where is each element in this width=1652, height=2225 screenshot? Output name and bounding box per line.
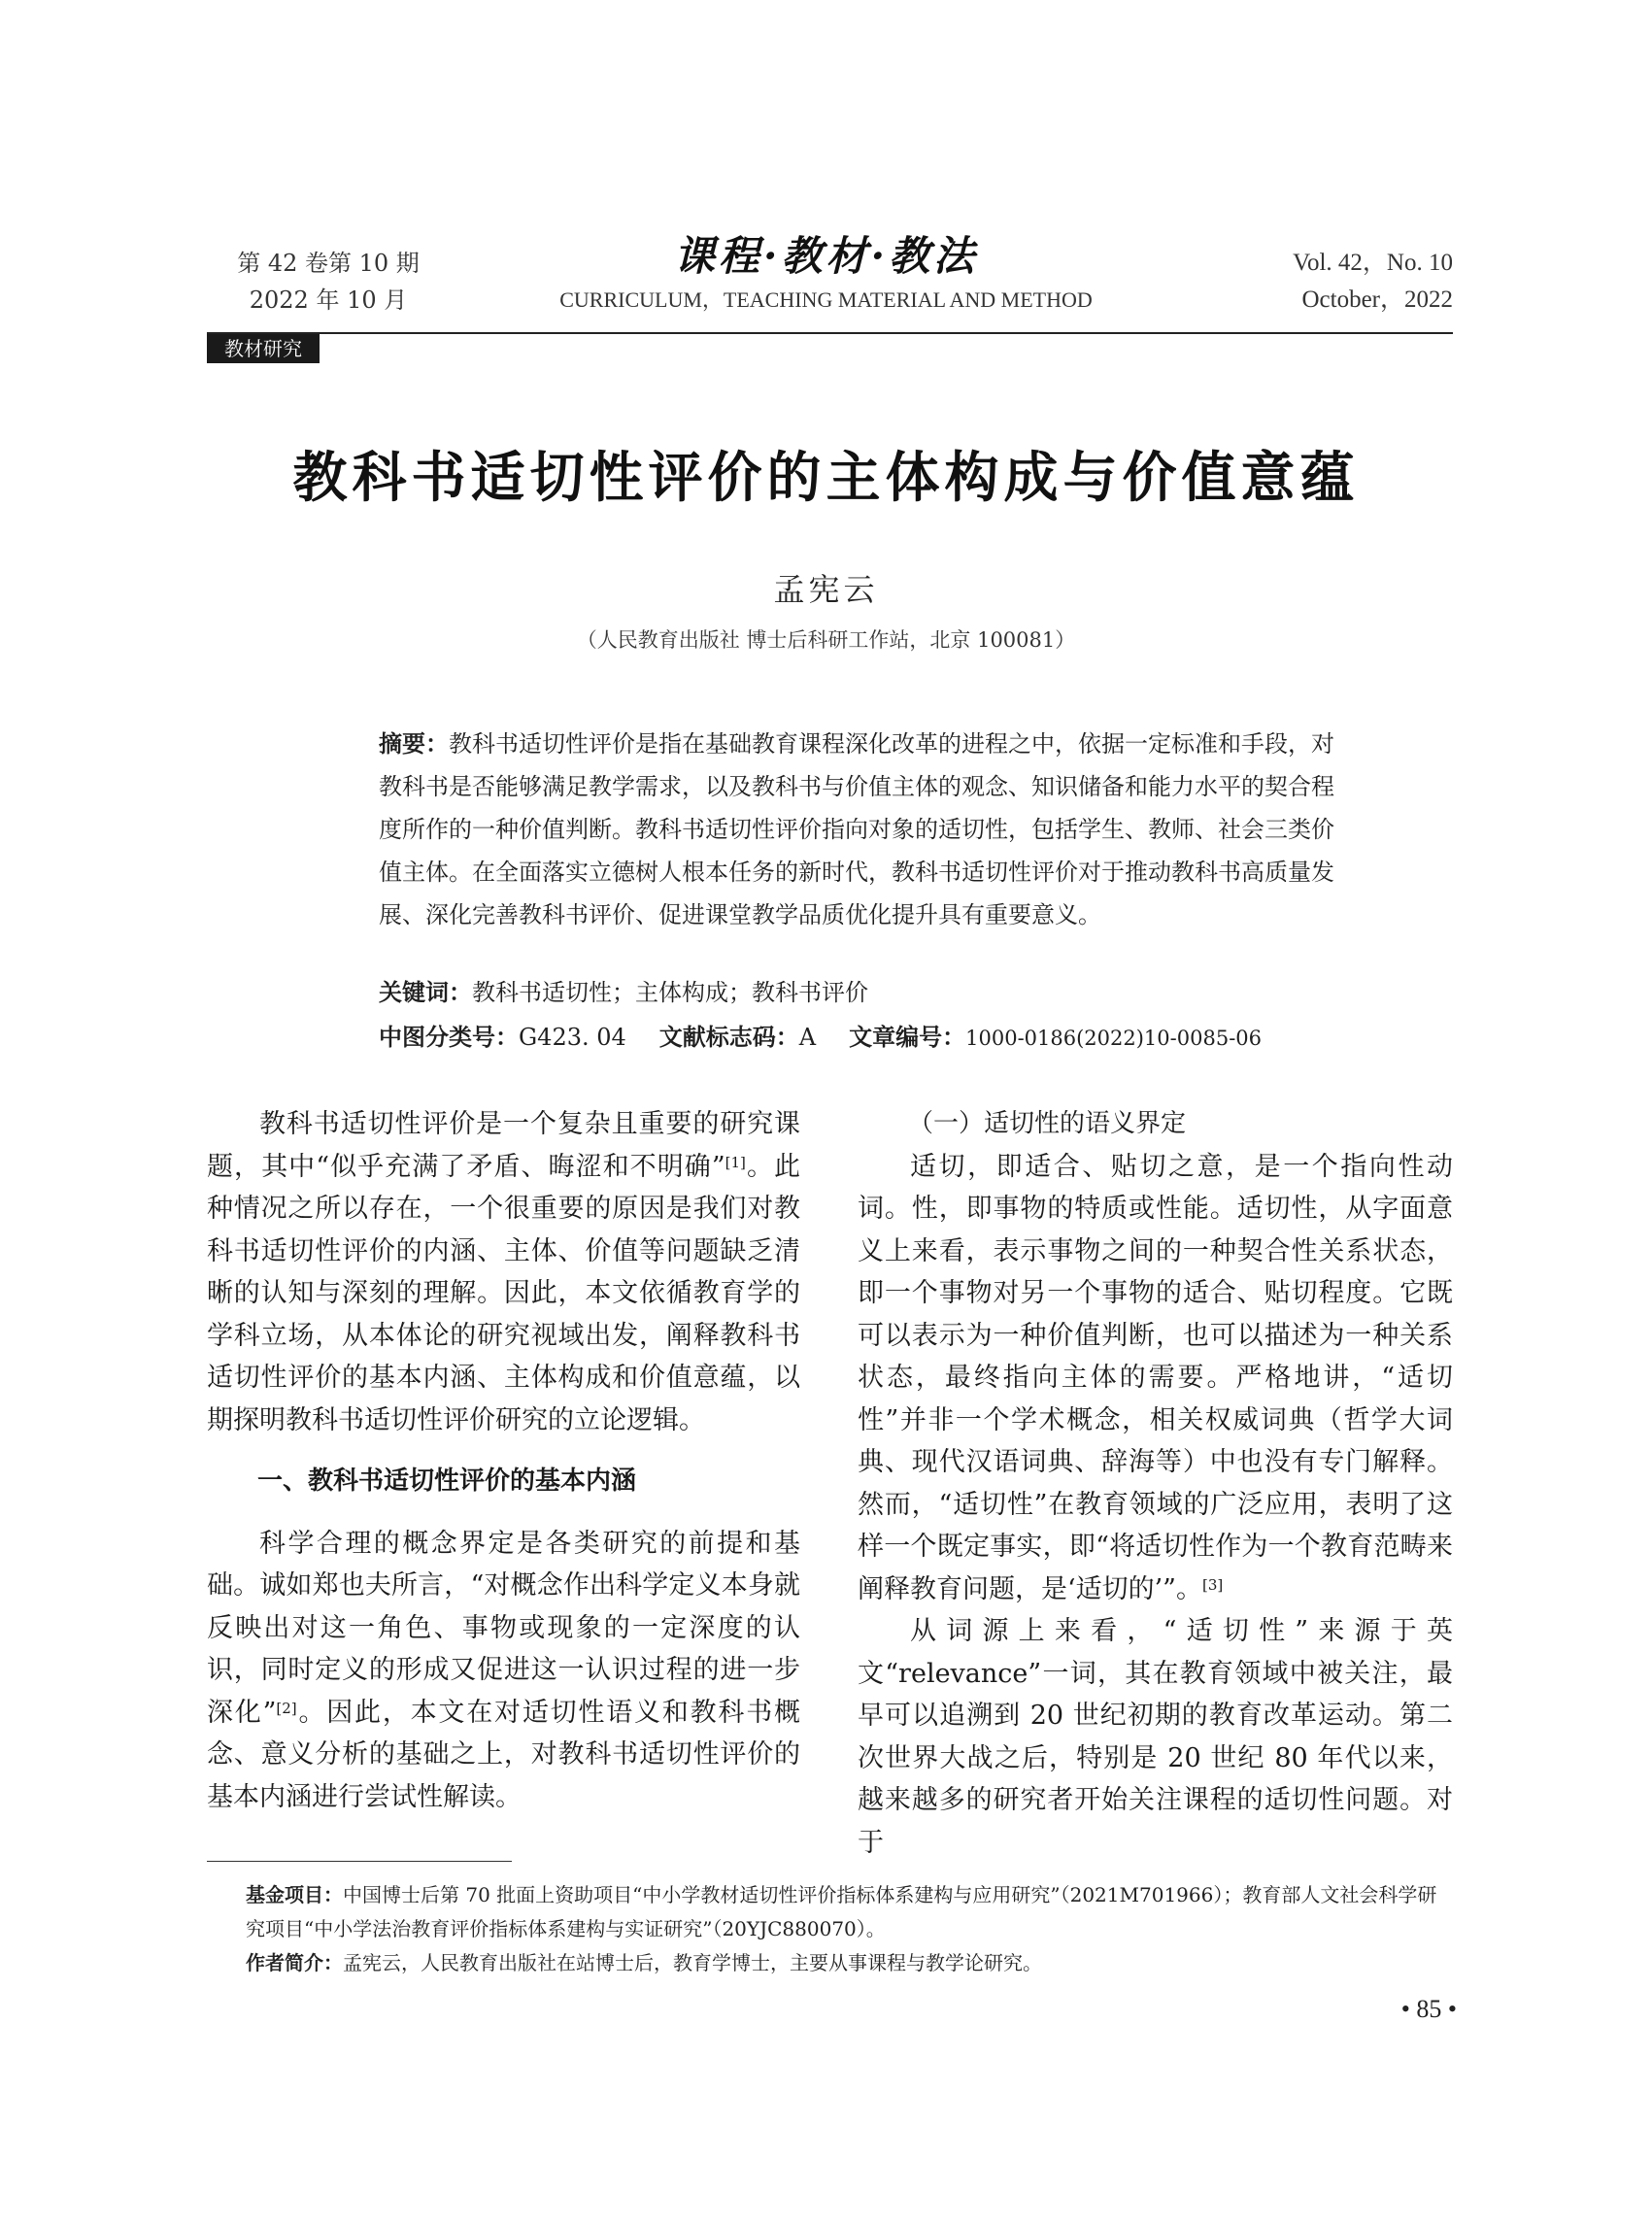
volume-en: Vol. 42，No. 10 [1293, 250, 1453, 276]
body-column-left [207, 1103, 800, 1818]
issue-info-cn [231, 245, 425, 319]
author-affiliation: （人民教育出版社 博士后科研工作站，北京 100081） [576, 628, 1076, 652]
subsection-heading: （一）适切性的语义界定 [908, 1109, 1187, 1138]
doc-code-value: A [798, 1024, 817, 1051]
keywords [379, 971, 1350, 1014]
paragraph: 教科书适切性评价是一个复杂且重要的研究课题，其中“似乎充满了矛盾、晦涩和不明确”[1]。此种情况之所以存在，一个很重要的原因是我们对教科书适切性评价的内涵、主体、价值等问题缺乏清晰的认知与深刻的理解。因此，本文依循教育学的学科立场，从本体论的研究视域出发，阐释教科书适切性评价的基本内涵、主体构成和价值意蕴，以期探明教科书适切性评价研究的立论逻辑。 [207, 1109, 800, 1435]
article-no-value: 1000-0186(2022)10-0085-06 [965, 1027, 1263, 1050]
footnote-rule [207, 1861, 512, 1862]
section-heading: 一、教科书适切性评价的基本内涵 [257, 1466, 637, 1496]
paragraph: 科学合理的概念界定是各类研究的前提和基础。诚如郑也夫所言，“对概念作出科学定义本身就反映出对这一角色、事物或现象的一定深度的认识，同时定义的形成又促进这一认识过程的进一步深化”[2]。因此，本文在对适切性语义和教科书概念、意义分析的基础之上，对教科书适切性评价的基本内涵进行尝试性解读。 [207, 1528, 800, 1812]
citation-ref: [2] [276, 1699, 297, 1717]
page-number: • 85 • [1400, 1995, 1457, 2023]
date-cn: 2022 年 10 月 [249, 287, 408, 314]
paragraph: 适切，即适合、贴切之意，是一个指向性动词。性，即事物的特质或性能。适切性，从字面意义上来看，表示事物之间的一种契合性关系状态，即一个事物对另一个事物的适合、贴切程度。它既可以表示为一种价值判断，也可以描述为一种关系状态，最终指向主体的需要。严格地讲，“适切性”并非一个学术概念，相关权威词典（哲学大词典、现代汉语词典、辞海等）中也没有专门解释。然而，“适切性”在教育领域的广泛应用，表明了这样一个既定事实，即“将适切性作为一个教育范畴来阐释教育问题，是‘适切的’”。[3] [858, 1151, 1453, 1604]
clc-label: 中图分类号： [379, 1024, 519, 1051]
article-author: 孟宪云 [773, 571, 879, 608]
keywords-label: 关键词： [379, 979, 472, 1006]
header-rule [207, 332, 1453, 334]
clc-value: G423. 04 [519, 1024, 626, 1051]
abstract [320, 723, 1334, 936]
paragraph: 从词源上来看，“适切性”来源于英文“relevance”一词，其在教育领域中被关注，最早可以追溯到 20 世纪初期的教育改革运动。第二次世界大战之后，特别是 20 世纪 80 年代以来，越来越多的研究者开始关注课程的适切性问题。对于 [858, 1616, 1453, 1858]
citation-ref: [1] [725, 1153, 746, 1171]
article-title: 教科书适切性评价的主体构成与价值意蕴 [292, 447, 1360, 510]
abstract-text: 教科书适切性评价是指在基础教育课程深化改革的进程之中，依据一定标准和手段，对教科书是否能够满足教学需求，以及教科书与价值主体的观念、知识储备和能力水平的契合程度所作的一种价值判断。教科书适切性评价指向对象的适切性，包括学生、教师、社会三类价值主体。在全面落实立德树人根本任务的新时代，教科书适切性评价对于推动教科书高质量发展、深化完善教科书评价、促进课堂教学品质优化提升具有重要意义。 [379, 730, 1334, 928]
volume-cn: 第 42 卷第 10 期 [237, 250, 420, 277]
article-no-label: 文章编号： [849, 1024, 966, 1051]
doc-code-label: 文献标志码： [658, 1024, 799, 1051]
date-en: October，2022 [1301, 287, 1453, 313]
classification-line [379, 1016, 1399, 1060]
body-column-right [858, 1103, 1453, 1864]
issue-info-en [1243, 245, 1453, 319]
journal-title-en: CURRICULUM，TEACHING MATERIAL AND METHOD [559, 287, 1093, 312]
author-bio-note: 作者简介：孟宪云，人民教育出版社在站博士后，教育学博士，主要从事课程与教学论研究。 [246, 1951, 1042, 1974]
footnotes [207, 1878, 1453, 1980]
journal-title-cn: 课程·教材·教法 [673, 232, 979, 280]
keywords-text: 教科书适切性；主体构成；教科书评价 [472, 979, 868, 1006]
section-tag: 教材研究 [207, 334, 320, 363]
journal-masthead [505, 231, 1147, 314]
abstract-label: 摘要： [379, 730, 449, 758]
funding-note: 基金项目：中国博士后第 70 批面上资助项目“中小学教材适切性评价指标体系建构与应用研究”（2021M701966）；教育部人文社会科学研究项目“中小学法治教育评价指标体系建构与实证研究”（20YJC880070）。 [246, 1883, 1437, 1940]
citation-ref: [3] [1201, 1575, 1224, 1594]
